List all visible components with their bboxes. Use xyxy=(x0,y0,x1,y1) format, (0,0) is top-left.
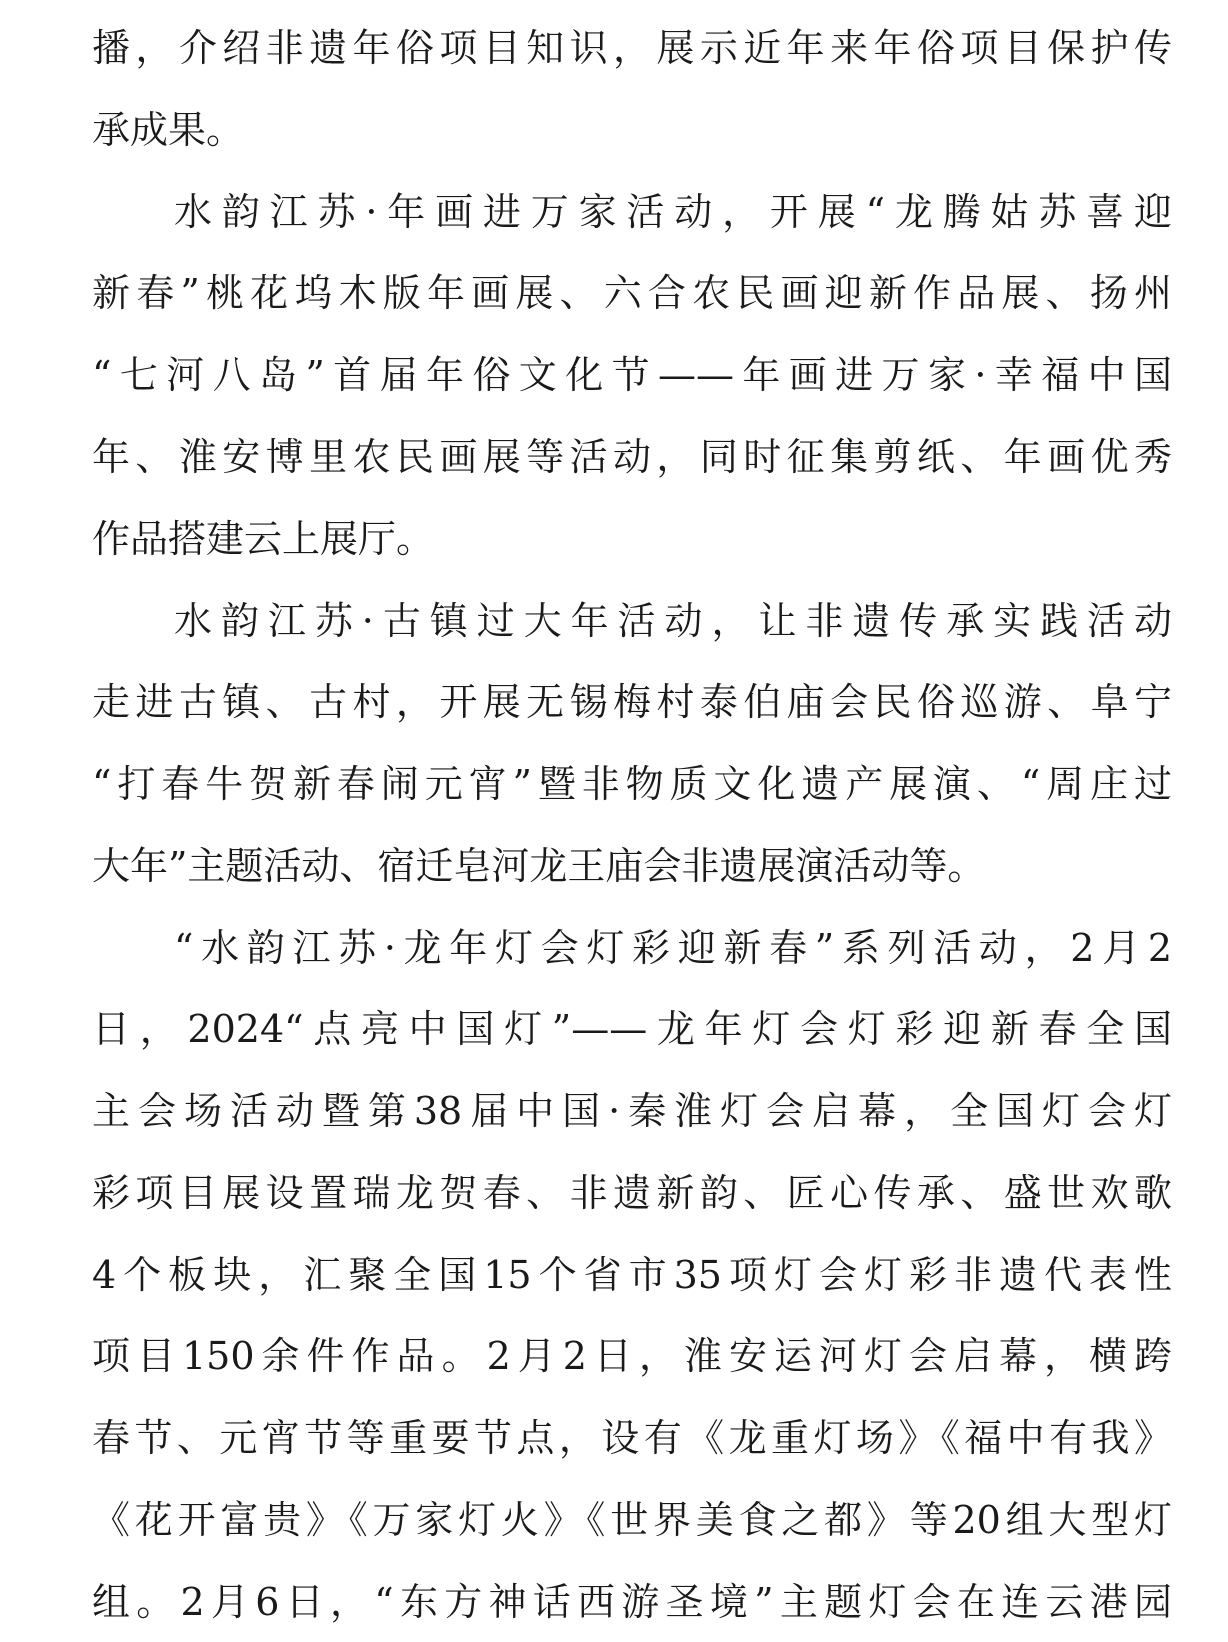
text-line: 《花开富贵》《万家灯火》《世界美食之都》等20组大型灯 xyxy=(92,1498,1172,1542)
text-line: 4个板块，汇聚全国15个省市35项灯会灯彩非遗代表性 xyxy=(92,1253,1172,1297)
text-line: 项目150余件作品。2月2日，淮安运河灯会启幕，横跨 xyxy=(92,1334,1172,1378)
text-line: 彩项目展设置瑞龙贺春、非遗新韵、匠心传承、盛世欢歌 xyxy=(92,1171,1172,1215)
text-line: 春节、元宵节等重要节点，设有《龙重灯场》《福中有我》 xyxy=(92,1416,1172,1460)
text-line: 承成果。 xyxy=(92,108,245,152)
paragraph-start-line: 水韵江苏·古镇过大年活动，让非遗传承实践活动 xyxy=(174,599,1172,643)
text-line: 新春”桃花坞木版年画展、六合农民画迎新作品展、扬州 xyxy=(92,271,1172,315)
text-line: 组。2月6日，“东方神话西游圣境”主题灯会在连云港园 xyxy=(92,1580,1172,1624)
paragraph-start-line: 水韵江苏·年画进万家活动，开展“龙腾姑苏喜迎 xyxy=(174,190,1172,234)
text-line: 日，2024“点亮中国灯”——龙年灯会灯彩迎新春全国 xyxy=(92,1007,1172,1051)
text-line: 走进古镇、古村，开展无锡梅村泰伯庙会民俗巡游、阜宁 xyxy=(92,680,1172,724)
paragraph-start-line: “水韵江苏·龙年灯会灯彩迎新春”系列活动，2月2 xyxy=(174,926,1172,970)
text-line: 年、淮安博里农民画展等活动，同时征集剪纸、年画优秀 xyxy=(92,435,1172,479)
text-line: 播，介绍非遗年俗项目知识，展示近年来年俗项目保护传 xyxy=(92,26,1172,70)
text-line: “七河八岛”首届年俗文化节——年画进万家·幸福中国 xyxy=(92,353,1172,397)
text-line: “打春牛贺新春闹元宵”暨非物质文化遗产展演、“周庄过 xyxy=(92,762,1172,806)
text-line: 大年”主题活动、宿迁皂河龙王庙会非遗展演活动等。 xyxy=(92,844,986,888)
text-line: 作品搭建云上展厅。 xyxy=(92,517,435,561)
text-line: 主会场活动暨第38届中国·秦淮灯会启幕，全国灯会灯 xyxy=(92,1089,1172,1133)
